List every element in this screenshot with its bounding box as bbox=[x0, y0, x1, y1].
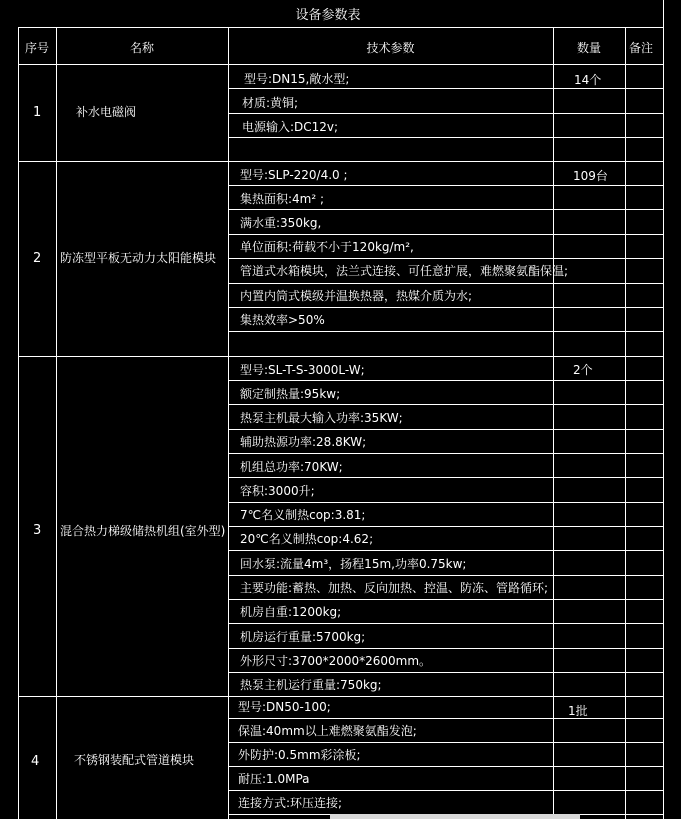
row4-spec-3: 外防护:0.5mm彩涂板; bbox=[238, 748, 361, 762]
header-top-rule bbox=[18, 27, 664, 28]
row4-name: 不锈钢装配式管道模块 bbox=[74, 753, 195, 767]
row-divider-3 bbox=[18, 696, 664, 697]
col-divider-qty bbox=[625, 27, 626, 819]
border-left bbox=[18, 27, 19, 819]
row4-line bbox=[228, 718, 664, 719]
row3-line bbox=[228, 404, 664, 405]
row3-line bbox=[228, 672, 664, 673]
row2-spec-1: 型号:SLP-220/4.0 ; bbox=[240, 168, 348, 182]
row1-line bbox=[228, 88, 664, 89]
row2-line bbox=[228, 283, 664, 284]
row3-line bbox=[228, 550, 664, 551]
row1-index: 1 bbox=[33, 105, 42, 120]
header-spec: 技术参数 bbox=[366, 41, 415, 55]
col-divider-spec bbox=[553, 27, 554, 819]
row3-spec-5: 机组总功率:70KW; bbox=[240, 460, 343, 474]
row4-line bbox=[228, 766, 664, 767]
header-note: 备注 bbox=[629, 41, 654, 55]
header-name: 名称 bbox=[129, 41, 154, 55]
row3-line bbox=[228, 599, 664, 600]
row3-qty: 2个 bbox=[573, 363, 593, 377]
row4-index: 4 bbox=[31, 754, 40, 769]
row4-line bbox=[228, 742, 664, 743]
table-title: 设备参数表 bbox=[295, 8, 361, 23]
row3-line bbox=[228, 502, 664, 503]
header-bottom-rule bbox=[18, 64, 664, 65]
row2-name: 防冻型平板无动力太阳能模块 bbox=[60, 251, 217, 265]
row3-spec-7: 7℃名义制热cop:3.81; bbox=[240, 508, 366, 522]
row1-spec-3: 电源输入:DC12v; bbox=[242, 120, 339, 134]
row2-index: 2 bbox=[33, 251, 42, 266]
row4-spec-1: 型号:DN50-100; bbox=[238, 700, 331, 714]
row3-spec-8: 20℃名义制热cop:4.62; bbox=[240, 532, 374, 546]
row1-line bbox=[228, 113, 664, 114]
row2-line bbox=[228, 307, 664, 308]
row3-spec-12: 机房运行重量:5700kg; bbox=[240, 630, 366, 644]
row3-spec-14: 热泵主机运行重量:750kg; bbox=[240, 678, 382, 692]
header-qty: 数量 bbox=[576, 41, 601, 55]
row3-line bbox=[228, 648, 664, 649]
row3-spec-1: 型号:SL-T-S-3000L-W; bbox=[240, 363, 365, 377]
row1-qty: 14个 bbox=[574, 73, 602, 87]
row4-line bbox=[228, 790, 664, 791]
row2-line bbox=[228, 234, 664, 235]
row-divider-1 bbox=[18, 161, 664, 162]
row3-spec-6: 容积:3000升; bbox=[240, 484, 315, 498]
row1-spec-2: 材质:黄铜; bbox=[242, 96, 299, 110]
row4-spec-5: 连接方式:环压连接; bbox=[238, 796, 343, 810]
row3-line bbox=[228, 623, 664, 624]
row2-spec-2: 集热面积:4m² ; bbox=[240, 192, 325, 206]
row3-spec-3: 热泵主机最大输入功率:35KW; bbox=[240, 411, 403, 425]
row3-spec-11: 机房自重:1200kg; bbox=[240, 605, 342, 619]
row2-spec-4: 单位面积:荷载不小于120kg/m², bbox=[240, 240, 414, 254]
row3-line bbox=[228, 526, 664, 527]
row3-line bbox=[228, 575, 664, 576]
row2-spec-3: 满水重:350kg, bbox=[240, 216, 322, 230]
row3-spec-10: 主要功能:蓄热、加热、反向加热、控温、防冻、管路循环; bbox=[240, 581, 549, 595]
row3-spec-9: 回水泵:流量4m³，扬程15m,功率0.75kw; bbox=[240, 557, 467, 571]
col-divider-index bbox=[56, 27, 57, 819]
row3-spec-4: 辅助热源功率:28.8KW; bbox=[240, 435, 367, 449]
row3-index: 3 bbox=[33, 523, 42, 538]
status-strip bbox=[330, 814, 580, 819]
row2-line bbox=[228, 331, 664, 332]
row2-spec-6: 内置内筒式模级并温换热器，热媒介质为水; bbox=[240, 289, 473, 303]
row3-name: 混合热力梯级储热机组(室外型) bbox=[60, 524, 226, 538]
row3-line bbox=[228, 477, 664, 478]
row2-qty: 109台 bbox=[573, 169, 608, 183]
row1-name: 补水电磁阀 bbox=[76, 105, 137, 119]
row2-line bbox=[228, 258, 664, 259]
row4-spec-4: 耐压:1.0MPa bbox=[238, 772, 310, 786]
row2-spec-5: 管道式水箱模块，法兰式连接、可任意扩展，难燃聚氨酯保温; bbox=[240, 264, 569, 278]
row2-spec-7: 集热效率>50% bbox=[240, 313, 325, 327]
row-divider-2 bbox=[18, 356, 664, 357]
col-divider-name bbox=[228, 27, 229, 819]
row3-line bbox=[228, 380, 664, 381]
header-index: 序号 bbox=[24, 41, 49, 55]
row2-line bbox=[228, 185, 664, 186]
row2-line bbox=[228, 209, 664, 210]
row4-spec-2: 保温:40mm以上难燃聚氨酯发泡; bbox=[238, 724, 417, 738]
row1-line bbox=[228, 137, 664, 138]
row1-spec-1: 型号:DN15,敞水型; bbox=[244, 72, 350, 86]
row3-line bbox=[228, 429, 664, 430]
border-right bbox=[663, 0, 664, 819]
row3-spec-2: 额定制热量:95kw; bbox=[240, 387, 341, 401]
row3-spec-13: 外形尺寸:3700*2000*2600mm。 bbox=[240, 654, 432, 668]
row3-line bbox=[228, 453, 664, 454]
row4-qty: 1批 bbox=[568, 704, 588, 718]
